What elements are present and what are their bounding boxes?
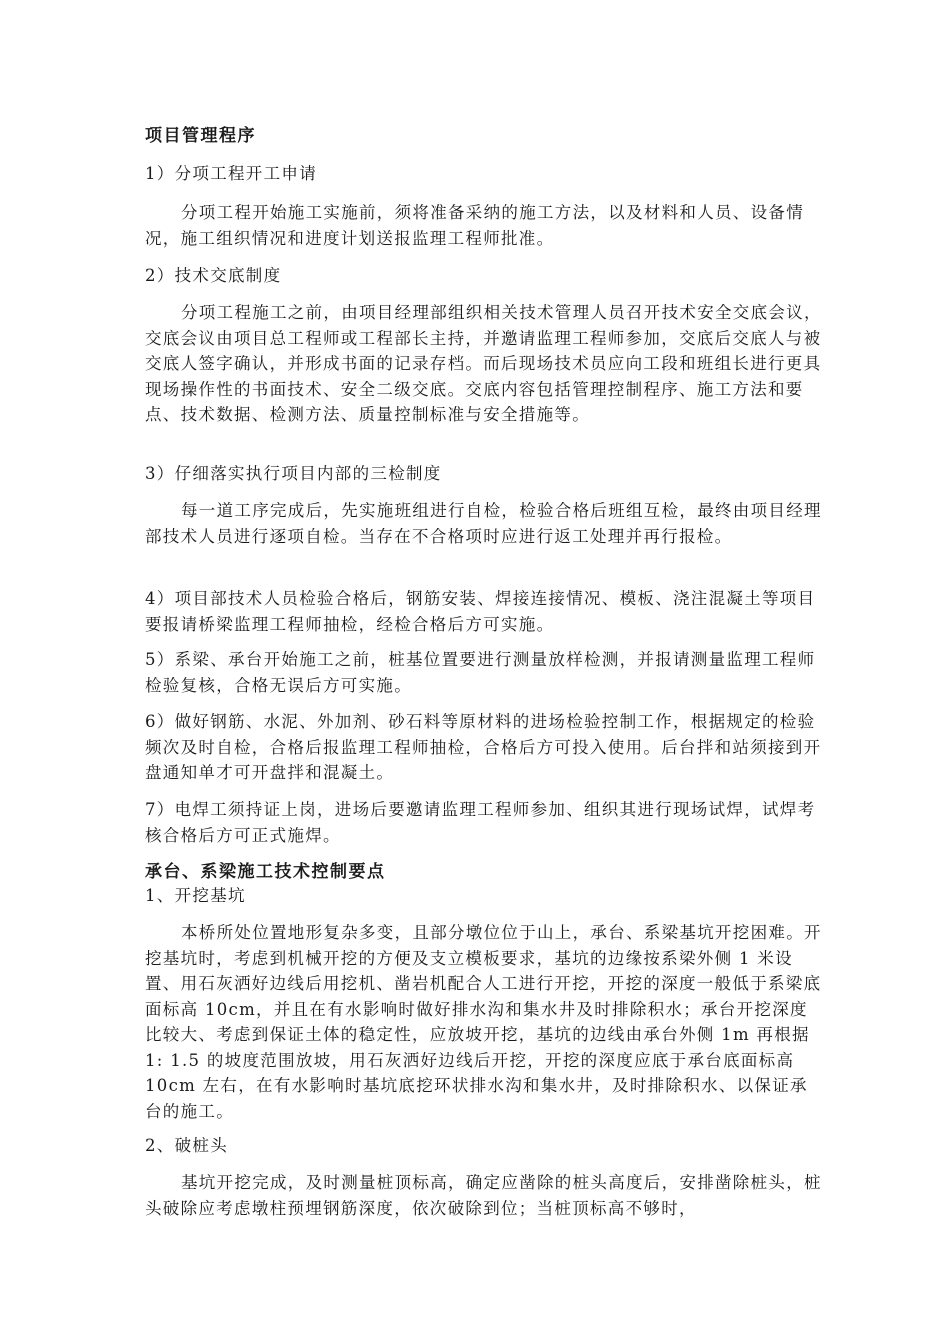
section-title-cap-beam: 承台、系梁施工技术控制要点: [145, 862, 386, 882]
item-1-title: 1）分项工程开工申请: [145, 164, 317, 183]
item-3-title: 3）仔细落实执行项目内部的三检制度: [145, 464, 442, 483]
item-2-title: 2）技术交底制度: [145, 266, 282, 285]
item-3-body: 每一道工序完成后，先实施班组进行自检，检验合格后班组互检，最终由项目经理部技术人员进行逐项自检。当存在不合格项时应进行返工处理并再行报检。: [145, 501, 822, 546]
item-1-body: 分项工程开始施工实施前，须将准备采纳的施工方法，以及材料和人员、设备情况，施工组织情况和进度计划送报监理工程师批准。: [145, 203, 804, 248]
item-6: 6）做好钢筋、水泥、外加剂、砂石料等原材料的进场检验控制工作，根据规定的检验频次及时自检，合格后报监理工程师抽检，合格后方可投入使用。后台拌和站须接到开盘通知单才可开盘拌和混凝土。: [145, 712, 822, 782]
step-2-title: 2、破桩头: [145, 1136, 228, 1155]
item-4: 4）项目部技术人员检验合格后，钢筋安装、焊接连接情况、模板、浇注混凝土等项目要报请桥梁监理工程师抽检，经检合格后方可实施。: [145, 589, 816, 634]
step-2-body: 基坑开挖完成，及时测量桩顶标高，确定应凿除的桩头高度后，安排凿除桩头，桩头破除应考虑墩柱预埋钢筋深度，依次破除到位；当桩顶标高不够时，: [145, 1173, 822, 1218]
step-1-body: 本桥所处位置地形复杂多变，且部分墩位位于山上，承台、系梁基坑开挖困难。开挖基坑时，考虑到机械开挖的方便及支立模板要求，基坑的边缘按系梁外侧 1 米设置、用石灰洒好边线后用挖机、凿岩机配合人工进行开挖，开挖的深度一般低于系梁底面标高 10cm，并且在有水影响时做好排水沟和集水井及时排除积水；承台开挖深度比较大、考虑到保证土体的稳定性，应放坡开挖，基坑的边线由承台外侧 1m 再根据 1: 1.5 的坡度范围放坡，用石灰洒好边线后开挖，开挖的深度应底于承台底面标高 10cm 左右，在有水影响时基坑底挖环状排水沟和集水井，及时排除积水、以保证承台的施工。: [145, 923, 822, 1121]
item-5: 5）系梁、承台开始施工之前，桩基位置要进行测量放样检测，并报请测量监理工程师检验复核，合格无误后方可实施。: [145, 650, 816, 695]
item-7: 7）电焊工须持证上岗，进场后要邀请监理工程师参加、组织其进行现场试焊，试焊考核合格后方可正式施焊。: [145, 800, 816, 845]
step-1-title: 1、开挖基坑: [145, 886, 246, 905]
section-title-project-management: 项目管理程序: [145, 126, 256, 146]
item-2-body: 分项工程施工之前，由项目经理部组织相关技术管理人员召开技术安全交底会议，交底会议由项目总工程师或工程部长主持，并邀请监理工程师参加，交底后交底人与被交底人签字确认，并形成书面的记录存档。而后现场技术员应向工段和班组长进行更具现场操作性的书面技术、安全二级交底。交底内容包括管理控制程序、施工方法和要点、技术数据、检测方法、质量控制标准与安全措施等。: [145, 303, 822, 424]
